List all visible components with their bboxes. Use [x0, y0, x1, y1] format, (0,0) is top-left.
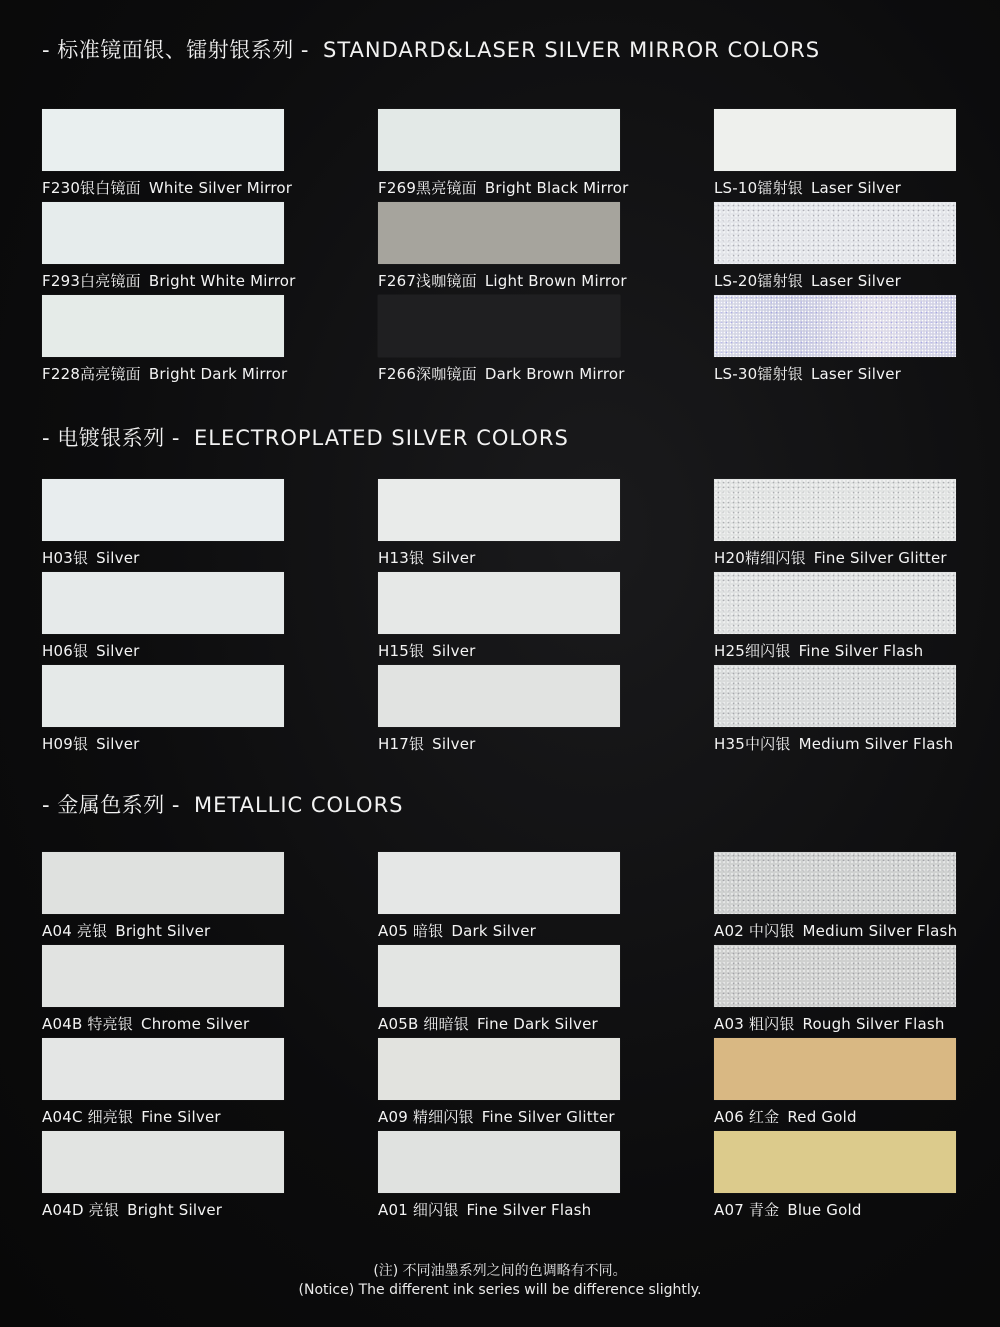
swatch-code: F228高亮镜面: [42, 365, 141, 383]
swatch-label: [714, 733, 964, 754]
swatch-card: [376, 665, 622, 758]
color-swatch: [378, 202, 620, 264]
color-swatch: [378, 572, 620, 634]
color-swatch: [42, 109, 284, 171]
swatch-name: Medium Silver Flash: [798, 735, 954, 753]
swatch-name: Fine Silver Glitter: [813, 549, 947, 567]
swatch-label: [714, 177, 964, 198]
swatch-name: Bright Black Mirror: [484, 179, 629, 197]
swatch-name: Silver: [96, 549, 140, 567]
section-title-en: METALLIC COLORS: [194, 793, 404, 817]
swatch-label: [378, 1106, 628, 1127]
color-swatch: [42, 202, 284, 264]
swatch-label: [714, 1013, 964, 1034]
swatch-label: [714, 1106, 964, 1127]
swatch-card: [712, 479, 958, 572]
swatch-card: [712, 1131, 958, 1224]
section-title-cn: - 金属色系列 -: [42, 793, 181, 817]
swatch-code: F267浅咖镜面: [378, 272, 477, 290]
notice-cn: (注) 不同油墨系列之间的色调略有不同。: [373, 1263, 627, 1279]
section-title-metallic: [42, 789, 404, 819]
swatch-name: Silver: [432, 549, 476, 567]
swatch-card: [712, 109, 958, 202]
swatch-card: [376, 295, 625, 388]
color-swatch: [42, 945, 284, 1007]
swatch-label: [378, 640, 628, 661]
swatch-code: A09 精细闪银: [378, 1108, 474, 1126]
swatch-code: F269黑亮镜面: [378, 179, 477, 197]
swatch-name: Bright Silver: [127, 1201, 223, 1219]
swatch-label: [42, 1106, 292, 1127]
color-swatch: [714, 479, 956, 541]
color-swatch: [378, 665, 620, 727]
swatch-card: [376, 1131, 622, 1224]
swatch-card: [40, 479, 286, 572]
swatch-card: [40, 852, 286, 945]
swatch-code: A05 暗银: [378, 922, 444, 940]
swatch-grid-standard-laser: [40, 109, 960, 388]
swatch-label: [378, 1199, 628, 1220]
color-swatch: [714, 572, 956, 634]
swatch-code: H03银: [42, 549, 89, 567]
swatch-code: A07 青金: [714, 1201, 780, 1219]
color-swatch: [714, 1131, 956, 1193]
swatch-name: Silver: [96, 735, 140, 753]
color-swatch: [714, 295, 956, 357]
swatch-code: A04B 特亮银: [42, 1015, 134, 1033]
swatch-label: [378, 1013, 628, 1034]
swatch-code: H06银: [42, 642, 89, 660]
swatch-name: Fine Silver Flash: [798, 642, 924, 660]
color-swatch: [42, 1131, 284, 1193]
swatch-code: H25细闪银: [714, 642, 791, 660]
swatch-label: [42, 920, 292, 941]
swatch-name: Fine Silver Glitter: [481, 1108, 615, 1126]
swatch-code: A02 中闪银: [714, 922, 795, 940]
swatch-name: Fine Silver: [141, 1108, 221, 1126]
swatch-grid-electroplated: [40, 479, 960, 758]
swatch-code: F293白亮镜面: [42, 272, 141, 290]
color-swatch: [378, 945, 620, 1007]
swatch-card: [712, 665, 958, 758]
swatch-code: H09银: [42, 735, 89, 753]
swatch-code: H17银: [378, 735, 425, 753]
swatch-code: H20精细闪银: [714, 549, 806, 567]
swatch-card: [40, 202, 296, 295]
swatch-name: White Silver Mirror: [148, 179, 293, 197]
notice-en: (Notice) The different ink series will be difference slightly.: [298, 1282, 702, 1298]
swatch-label: [714, 920, 964, 941]
color-swatch: [714, 109, 956, 171]
color-swatch: [378, 852, 620, 914]
swatch-name: Dark Brown Mirror: [484, 365, 625, 383]
swatch-label: [714, 1199, 964, 1220]
color-swatch: [378, 109, 620, 171]
swatch-code: F266深咖镜面: [378, 365, 477, 383]
swatch-code: A04 亮银: [42, 922, 108, 940]
swatch-card: [712, 295, 958, 388]
swatch-card: [40, 572, 286, 665]
swatch-label: [714, 547, 964, 568]
swatch-name: Silver: [432, 642, 476, 660]
swatch-label: [378, 177, 628, 198]
color-swatch: [42, 295, 284, 357]
swatch-name: Bright Dark Mirror: [148, 365, 288, 383]
swatch-card: [40, 1038, 286, 1131]
swatch-card: [376, 572, 622, 665]
swatch-name: Blue Gold: [787, 1201, 862, 1219]
color-swatch: [42, 852, 284, 914]
color-swatch: [714, 852, 956, 914]
section-title-en: STANDARD&LASER SILVER MIRROR COLORS: [323, 38, 821, 62]
section-title-cn: - 电镀银系列 -: [42, 426, 181, 450]
swatch-name: Chrome Silver: [141, 1015, 250, 1033]
swatch-code: A03 粗闪银: [714, 1015, 795, 1033]
swatch-card: [376, 1038, 622, 1131]
color-swatch: [378, 479, 620, 541]
swatch-label: [378, 733, 628, 754]
swatch-name: Laser Silver: [810, 365, 902, 383]
swatch-code: H35中闪银: [714, 735, 791, 753]
swatch-card: [40, 665, 286, 758]
swatch-label: [42, 1013, 292, 1034]
color-swatch: [378, 1038, 620, 1100]
color-swatch: [714, 202, 956, 264]
swatch-card: [376, 852, 622, 945]
swatch-code: A06 红金: [714, 1108, 780, 1126]
swatch-name: Fine Silver Flash: [466, 1201, 592, 1219]
swatch-label: [42, 640, 292, 661]
section-title-electroplated: [42, 422, 569, 452]
swatch-name: Rough Silver Flash: [802, 1015, 945, 1033]
swatch-code: A01 细闪银: [378, 1201, 459, 1219]
swatch-name: Laser Silver: [810, 272, 902, 290]
swatch-code: F230银白镜面: [42, 179, 141, 197]
section-title-standard-laser: [42, 34, 820, 64]
swatch-name: Medium Silver Flash: [802, 922, 958, 940]
swatch-code: LS-30镭射银: [714, 365, 803, 383]
color-swatch: [42, 479, 284, 541]
swatch-grid-metallic: [40, 852, 960, 1224]
swatch-label: [714, 270, 964, 291]
swatch-card: [712, 945, 958, 1038]
swatch-label: [42, 1199, 292, 1220]
swatch-name: Dark Silver: [451, 922, 537, 940]
swatch-name: Light Brown Mirror: [484, 272, 627, 290]
notice: [0, 1262, 1000, 1300]
swatch-label: [714, 640, 964, 661]
swatch-card: [376, 479, 622, 572]
swatch-name: Bright White Mirror: [148, 272, 296, 290]
swatch-name: Silver: [432, 735, 476, 753]
swatch-code: LS-10镭射银: [714, 179, 803, 197]
swatch-code: H15银: [378, 642, 425, 660]
color-swatch: [42, 572, 284, 634]
swatch-card: [40, 945, 286, 1038]
section-title-en: ELECTROPLATED SILVER COLORS: [194, 426, 569, 450]
swatch-code: A04D 亮银: [42, 1201, 120, 1219]
swatch-label: [42, 270, 296, 291]
swatch-card: [40, 1131, 286, 1224]
swatch-code: A05B 细暗银: [378, 1015, 470, 1033]
color-swatch: [714, 1038, 956, 1100]
swatch-label: [378, 363, 628, 384]
swatch-name: Silver: [96, 642, 140, 660]
swatch-name: Fine Dark Silver: [477, 1015, 598, 1033]
swatch-label: [42, 177, 292, 198]
swatch-name: Bright Silver: [115, 922, 211, 940]
swatch-code: A04C 细亮银: [42, 1108, 134, 1126]
swatch-card: [376, 109, 629, 202]
color-swatch: [42, 1038, 284, 1100]
section-title-cn: - 标准镜面银、镭射银系列 -: [42, 38, 310, 62]
swatch-code: H13银: [378, 549, 425, 567]
swatch-label: [378, 547, 628, 568]
color-swatch: [378, 1131, 620, 1193]
swatch-label: [378, 270, 628, 291]
swatch-card: [376, 945, 622, 1038]
swatch-label: [714, 363, 964, 384]
swatch-label: [42, 363, 292, 384]
swatch-card: [40, 109, 293, 202]
swatch-card: [712, 852, 958, 945]
swatch-code: LS-20镭射银: [714, 272, 803, 290]
color-swatch: [42, 665, 284, 727]
swatch-label: [42, 733, 292, 754]
swatch-card: [376, 202, 627, 295]
color-swatch: [714, 945, 956, 1007]
swatch-name: Red Gold: [787, 1108, 857, 1126]
swatch-label: [378, 920, 628, 941]
color-swatch: [378, 295, 620, 357]
color-swatch: [714, 665, 956, 727]
swatch-name: Laser Silver: [810, 179, 902, 197]
swatch-label: [42, 547, 292, 568]
swatch-card: [712, 1038, 958, 1131]
swatch-card: [40, 295, 286, 388]
swatch-card: [712, 202, 958, 295]
swatch-card: [712, 572, 958, 665]
